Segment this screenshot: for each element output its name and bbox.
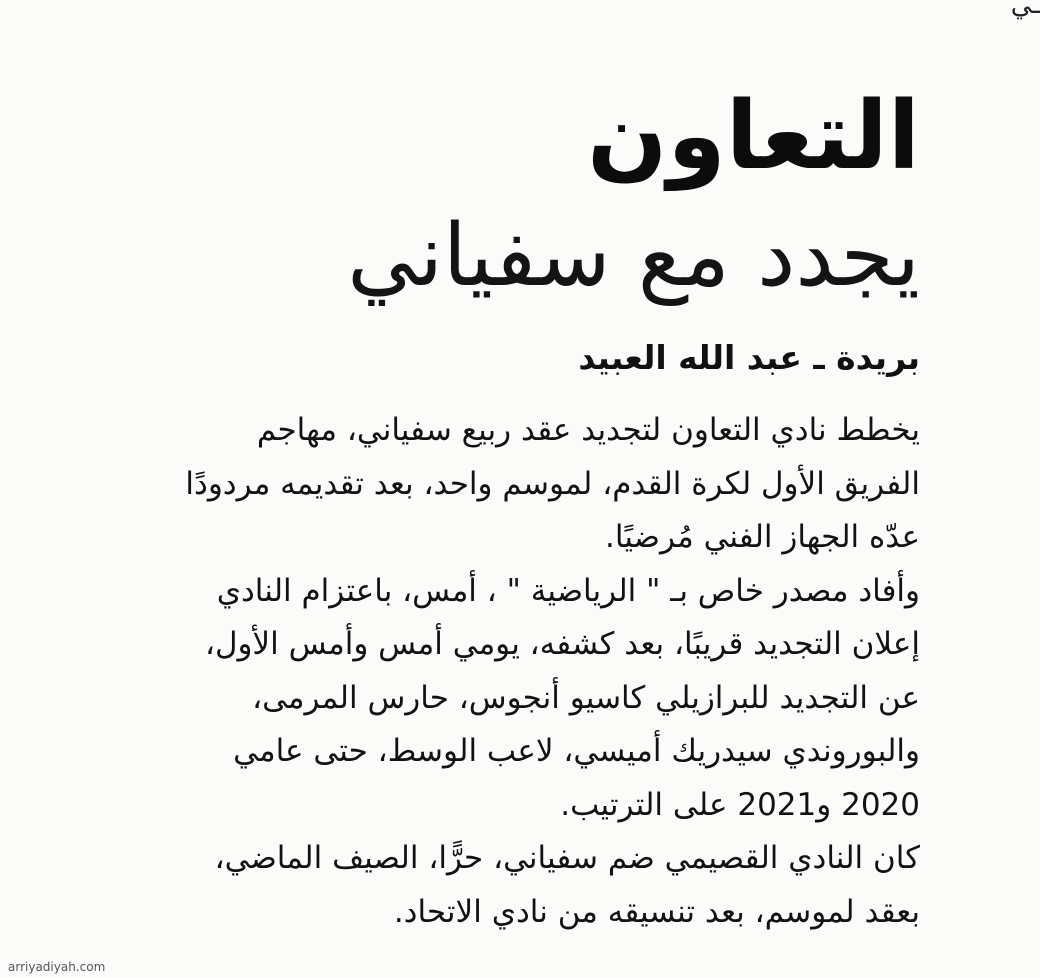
body-line: كان النادي القصيمي ضم سفياني، حرًّا، الصيف الماضي، [214,840,920,876]
headline: التعاون [587,82,920,191]
byline: بريدة ـ عبد الله العبيد [578,338,920,377]
body-line: إعلان التجديد قريبًا، بعد كشفه، يومي أمس وأمس الأول، [204,626,920,662]
body-line: عن التجديد للبرازيلي كاسيو أنجوس، حارس المرمى، [252,679,920,716]
source-watermark: arriyadiyah.com [8,960,106,974]
body-line: 2020 و2021 على الترتيب. [560,786,920,823]
subheadline: يجدد مع سفياني [347,206,920,306]
body-line: يخطط نادي التعاون لتجديد عقد ربيع سفياني، مهاجم [256,412,920,448]
body-line: وأفاد مصدر خاص بـ " الرياضية " ، أمس، باعتزام النادي [216,572,920,609]
body-line: بعقد لموسم، بعد تنسيقه من نادي الاتحاد. [393,893,920,930]
body-line: عدّه الجهاز الفني مُرضيًا. [605,519,920,555]
body-line: والبوروندي سيدريك أميسي، لاعب الوسط، حتى عامي [233,733,920,769]
body-line: الفريق الأول لكرة القدم، لموسم واحد، بعد تقديمه مردودًا [185,465,920,502]
article-body [120,404,920,939]
previous-article-fragment: ـي [1010,0,1040,20]
